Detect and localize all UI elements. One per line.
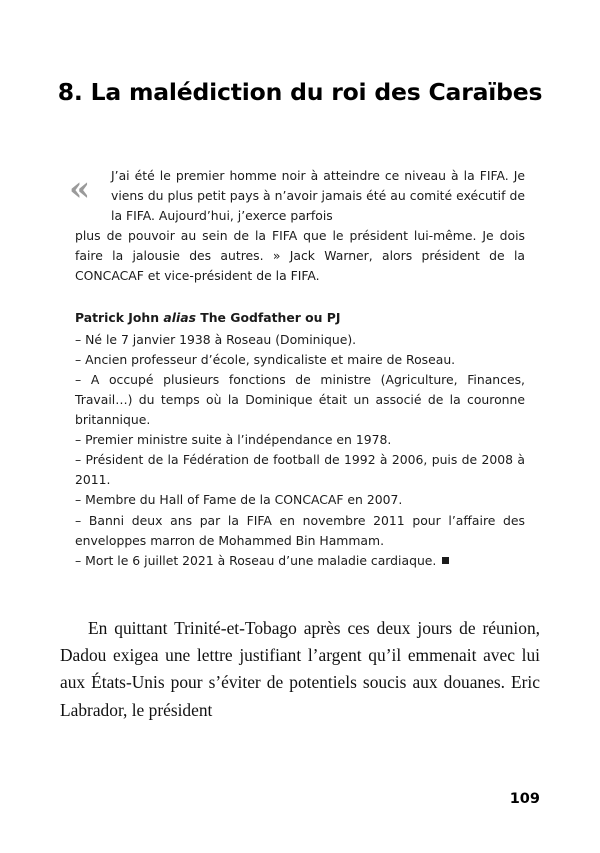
profile-name [75, 308, 525, 328]
list-item: – Banni deux ans par la FIFA en novembre 2011 pour l’affaire des enveloppes marron de Mohammed Bin Hammam. [75, 512, 525, 548]
paragraph: En quittant Trinité-et-Tobago après ces deux jours de réunion, Dadou exigea une lettre justifiant l’argent qu’il emmenait avec lui aux États-Unis pour s’éviter de potentiels soucis aux douanes. Eric Labrador, le président [60, 617, 540, 720]
profile-name-suffix: The Godfather ou PJ [195, 309, 341, 325]
list-item: – Né le 7 janvier 1938 à Roseau (Dominique). [75, 331, 357, 347]
list-item-last [75, 551, 525, 571]
sidebar-callout [69, 166, 525, 571]
list-item: – A occupé plusieurs fonctions de ministre (Agriculture, Finances, Travail…) du temps où la Dominique était un associé de la couronne britannique. [75, 371, 525, 428]
quotation-mark-icon: « [69, 169, 91, 209]
list-item: – Président de la Fédération de football de 1992 à 2006, puis de 2008 à 2011. [75, 452, 525, 488]
profile-block [75, 308, 525, 571]
page-title: 8. La malédiction du roi des Caraïbes [57, 78, 543, 106]
quote-text-indented: J’ai été le premier homme noir à atteindre ce niveau à la FIFA. Je viens du plus petit pays à n’avoir jamais été au comité exécutif de la FIFA. Aujourd’hui, j’exerce parfois [111, 168, 525, 224]
profile-entry-list [75, 330, 525, 571]
list-item: – Premier ministre suite à l’indépendance en 1978. [75, 432, 392, 448]
end-of-section-square-icon [442, 557, 449, 564]
body-text [60, 615, 540, 724]
list-item: – Ancien professeur d’école, syndicaliste et maire de Roseau. [75, 351, 456, 367]
list-item: – Membre du Hall of Fame de la CONCACAF en 2007. [75, 492, 403, 508]
profile-name-prefix: Patrick John [75, 309, 164, 325]
profile-name-alias: alias [163, 309, 196, 325]
pull-quote [69, 166, 525, 287]
quote-text-rest: plus de pouvoir au sein de la FIFA que le président lui-même. Je dois faire la jalousie des autres. » Jack Warner, alors président de la CONCACAF et vice-président de la FIFA. [75, 228, 525, 284]
list-item-text: – Mort le 6 juillet 2021 à Roseau d’une maladie cardiaque. [75, 552, 437, 568]
page-number: 109 [509, 791, 540, 807]
